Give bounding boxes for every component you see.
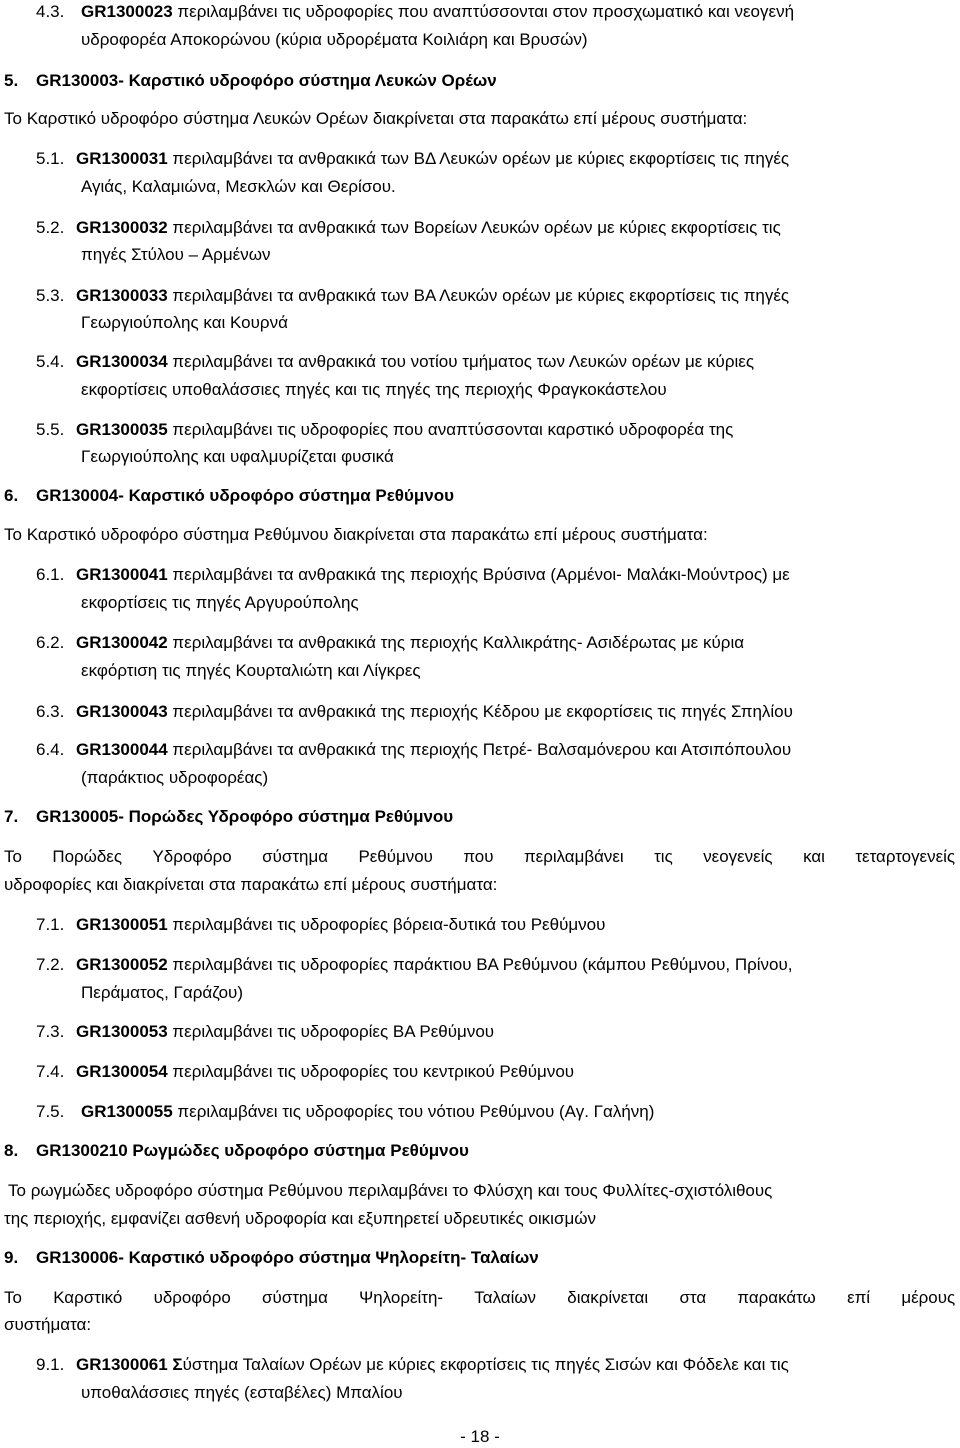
word: νεογενείς [703, 847, 773, 866]
item-number: 7.5. [36, 1102, 65, 1121]
item-text-cont: πηγές Στύλου – Αρμένων [81, 245, 271, 264]
item-text: περιλαμβάνει τις υδροφορίες που αναπτύσσονται καρστικό υδροφορέα της [167, 420, 734, 439]
list-item-6-1 [76, 565, 790, 585]
section-intro-6: Το Καρστικό υδροφόρο σύστημα Ρεθύμνου διακρίνεται στα παρακάτω επί μέρους συστήματα: [4, 525, 708, 544]
item-text-cont: υποθαλάσσιες πηγές (εσταβέλες) Μπαλίου [81, 1383, 403, 1402]
aquifer-code-tail: Σ [167, 1355, 183, 1374]
aquifer-code: GR1300044 [76, 740, 168, 759]
item-text: περιλαμβάνει τις υδροφορίες του κεντρικού Ρεθύμνου [167, 1062, 575, 1081]
section-heading-6: GR130004- Καρστικό υδροφόρο σύστημα Ρεθύμνου [36, 486, 455, 505]
aquifer-code: GR1300032 [76, 218, 168, 237]
item-text: περιλαμβάνει τα ανθρακικά του νοτίου τμήματος των Λευκών ορέων με κύριες [167, 352, 755, 371]
intro-line [4, 1288, 955, 1308]
item-text: περιλαμβάνει τις υδροφορίες βόρεια-δυτικά του Ρεθύμνου [167, 915, 606, 934]
list-item-5-3 [76, 286, 789, 306]
list-item-7-3 [76, 1022, 494, 1042]
word: Το [4, 847, 22, 866]
aquifer-code: GR1300043 [76, 702, 168, 721]
section-heading-5: GR130003- Καρστικό υδροφόρο σύστημα Λευκών Ορέων [36, 71, 497, 90]
word: παρακάτω [737, 1288, 816, 1307]
item-number: 5.5. [36, 420, 65, 439]
section-heading-7: GR130005- Πορώδες Υδροφόρο σύστημα Ρεθύμνου [36, 807, 454, 826]
item-text-cont: (παράκτιος υδροφορέας) [81, 768, 269, 787]
intro-line-cont: συστήματα: [4, 1315, 92, 1334]
aquifer-code: GR1300033 [76, 286, 168, 305]
aquifer-code: GR1300053 [76, 1022, 168, 1041]
item-text-cont: Γεωργιούπολης και Κουρνά [81, 313, 288, 332]
item-number: 5.1. [36, 149, 65, 168]
aquifer-code: GR1300035 [76, 420, 168, 439]
item-text-cont: Περάματος, Γαράζου) [81, 983, 244, 1002]
item-text: περιλαμβάνει τα ανθρακικά της περιοχής Καλλικράτης- Ασιδέρωτας με κύρια [167, 633, 745, 652]
aquifer-code: GR1300055 [81, 1102, 173, 1121]
item-text-cont: εκφορτίσεις υποθαλάσσιες πηγές και τις πηγές της περιοχής Φραγκοκάστελου [81, 380, 667, 399]
item-text-cont: Αγιάς, Καλαμιώνα, Μεσκλών και Θερίσου. [81, 177, 396, 196]
section-number: 5. [4, 71, 19, 90]
section-number: 7. [4, 807, 19, 826]
word: Ψηλορείτη- [359, 1288, 444, 1307]
aquifer-code: GR1300061 [76, 1355, 168, 1374]
word: τεταρτογενείς [855, 847, 956, 866]
section-intro-8: Το ρωγμώδες υδροφόρο σύστημα Ρεθύμνου περιλαμβάνει το Φλύσχη και τους Φυλλίτες-σχιστόλιθους [8, 1181, 773, 1200]
item-number: 6.1. [36, 565, 65, 584]
word: Ταλαίων [474, 1288, 537, 1307]
aquifer-code: GR1300051 [76, 915, 168, 934]
word: στα [679, 1288, 707, 1307]
word: περιλαμβάνει [523, 847, 624, 866]
aquifer-code: GR1300042 [76, 633, 168, 652]
list-item-6-3 [76, 702, 793, 722]
item-text: ύστημα Ταλαίων Ορέων με κύριες εκφορτίσεις τις πηγές Σισών και Φόδελε και τις [182, 1355, 789, 1374]
word: Καρστικό [53, 1288, 123, 1307]
item-text: περιλαμβάνει τα ανθρακικά των Βορείων Λευκών ορέων με κύριες εκφορτίσεις τις [167, 218, 781, 237]
item-number: 5.4. [36, 352, 65, 371]
item-number: 5.3. [36, 286, 65, 305]
word: σύστημα [262, 847, 328, 866]
word: υδροφόρο [153, 1288, 231, 1307]
word: Υδροφόρο [152, 847, 232, 866]
list-item-6-2 [76, 633, 744, 653]
list-item-7-1 [76, 915, 605, 935]
item-text: περιλαμβάνει τις υδροφορίες ΒΑ Ρεθύμνου [167, 1022, 495, 1041]
word: επί [847, 1288, 871, 1307]
aquifer-code: GR1300031 [76, 149, 168, 168]
item-number: 5.2. [36, 218, 65, 237]
page-number: - 18 - [460, 1427, 500, 1446]
item-text-cont: Γεωργιούπολης και υφαλμυρίζεται φυσικά [81, 447, 394, 466]
word: μέρους [901, 1288, 956, 1307]
section-number: 8. [4, 1141, 19, 1160]
item-text-cont: εκφόρτιση τις πηγές Κουρταλιώτη και Λίγκρες [81, 661, 421, 680]
aquifer-code: GR1300034 [76, 352, 168, 371]
item-text: περιλαμβάνει τα ανθρακικά των ΒΔ Λευκών ορέων με κύριες εκφορτίσεις τις πηγές [167, 149, 790, 168]
word: σύστημα [262, 1288, 328, 1307]
word: τις [654, 847, 673, 866]
item-text: περιλαμβάνει τα ανθρακικά των ΒΑ Λευκών ορέων με κύριες εκφορτίσεις τις πηγές [167, 286, 790, 305]
list-item-7-5 [81, 1102, 654, 1122]
item-number: 6.4. [36, 740, 65, 759]
list-item-7-2 [76, 955, 793, 975]
section-heading-9: GR130006- Καρστικό υδροφόρο σύστημα Ψηλορείτη- Ταλαίων [36, 1248, 539, 1267]
item-text-cont: εκφορτίσεις τις πηγές Αργυρούπολης [81, 593, 359, 612]
list-item-9-1 [76, 1355, 789, 1375]
intro-line-cont: υδροφορίες και διακρίνεται στα παρακάτω επί μέρους συστήματα: [4, 875, 498, 894]
item-number: 6.2. [36, 633, 65, 652]
aquifer-code: GR1300054 [76, 1062, 168, 1081]
aquifer-code: GR1300023 [81, 2, 173, 21]
item-text: περιλαμβάνει τα ανθρακικά της περιοχής Κέδρου με εκφορτίσεις τις πηγές Σπηλίου [167, 702, 793, 721]
word: και [803, 847, 825, 866]
word: Το [4, 1288, 22, 1307]
list-item-5-4 [76, 352, 955, 372]
section-intro-5: Το Καρστικό υδροφόρο σύστημα Λευκών Ορέων διακρίνεται στα παρακάτω επί μέρους συστήματα: [4, 109, 748, 128]
aquifer-code: GR1300052 [76, 955, 168, 974]
word: που [463, 847, 494, 866]
list-item-7-4 [76, 1062, 574, 1082]
item-number: 9.1. [36, 1355, 65, 1374]
item-number: 4.3. [36, 2, 65, 21]
item-number: 7.2. [36, 955, 65, 974]
word: Ρεθύμνου [358, 847, 433, 866]
item-number: 6.3. [36, 702, 65, 721]
section-number: 6. [4, 486, 19, 505]
word: διακρίνεται [567, 1288, 649, 1307]
section-number: 9. [4, 1248, 19, 1267]
item-text: περιλαμβάνει τα ανθρακικά της περιοχής Πετρέ- Βαλσαμόνερου και Ατσιπόπουλου [167, 740, 792, 759]
word: Πορώδες [52, 847, 123, 866]
section-intro-9 [4, 1288, 955, 1308]
section-heading-8: GR1300210 Ρωγμώδες υδροφόρο σύστημα Ρεθύμνου [36, 1141, 469, 1160]
item-text-cont: υδροφορέα Αποκορώνου (κύρια υδρορέματα Κοιλιάρη και Βρυσών) [81, 30, 588, 49]
item-text: περιλαμβάνει τα ανθρακικά της περιοχής Βρύσινα (Αρμένοι- Μαλάκι-Μούντρος) με [167, 565, 790, 584]
aquifer-code: GR1300041 [76, 565, 168, 584]
item-number: 7.1. [36, 915, 65, 934]
list-item-4-3 [81, 2, 794, 22]
intro-line [4, 847, 955, 867]
item-text: περιλαμβάνει τις υδροφορίες που αναπτύσσονται στον προσχωματικό και νεογενή [172, 2, 795, 21]
section-intro-7 [4, 847, 955, 867]
intro-line-cont: της περιοχής, εμφανίζει ασθενή υδροφορία και εξυπηρετεί υδρευτικές οικισμών [4, 1209, 597, 1228]
list-item-5-5 [76, 420, 733, 440]
list-item-6-4 [76, 740, 791, 760]
list-item-5-2 [76, 218, 781, 238]
list-item-5-1 [76, 149, 789, 169]
item-text: περιλαμβάνει τις υδροφορίες παράκτιου ΒΑ Ρεθύμνου (κάμπου Ρεθύμνου, Πρίνου, [167, 955, 793, 974]
item-number: 7.4. [36, 1062, 65, 1081]
item-number: 7.3. [36, 1022, 65, 1041]
item-text: περιλαμβάνει τις υδροφορίες του νότιου Ρεθύμνου (Αγ. Γαλήνη) [172, 1102, 655, 1121]
